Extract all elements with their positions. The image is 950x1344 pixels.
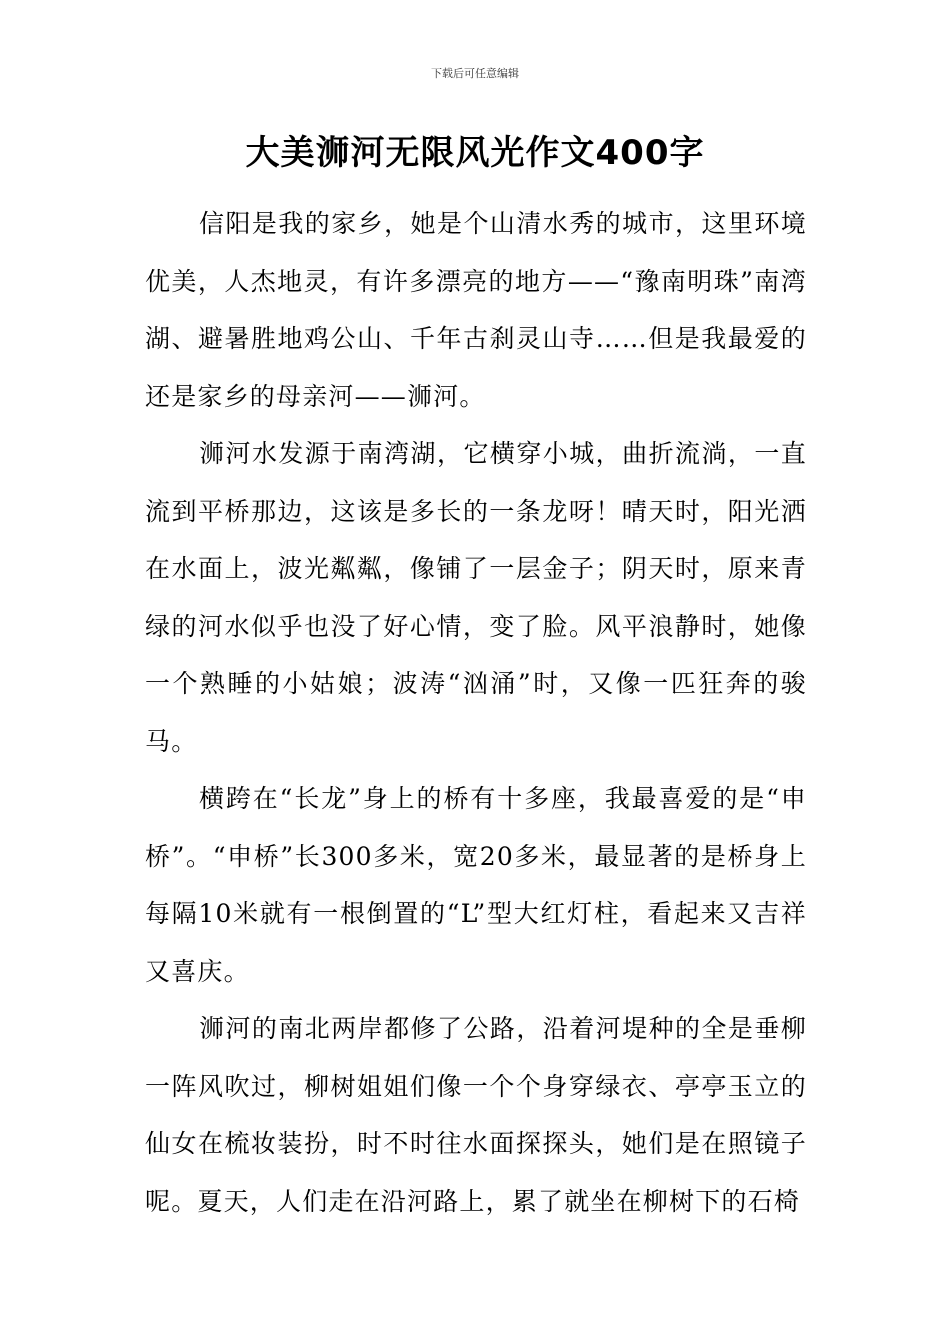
paragraph-2: 浉河水发源于南湾湖，它横穿小城，曲折流淌，一直流到平桥那边，这该是多长的一条龙呀！晴天时，阳光洒在水面上，波光粼粼，像铺了一层金子；阴天时，原来青绿的河水似乎也没了好心情，变了脸。风平浪静时，她像一个熟睡的小姑娘；波涛“汹涌”时，又像一匹狂奔的骏马。: [145, 439, 807, 756]
paragraph-1: 信阳是我的家乡，她是个山清水秀的城市，这里环境优美，人杰地灵，有许多漂亮的地方——“豫南明珠”南湾湖、避暑胜地鸡公山、千年古刹灵山寺……但是我最爱的还是家乡的母亲河——浉河。: [145, 209, 807, 411]
essay-body: [145, 195, 807, 1230]
header-note: 下载后可任意编辑: [431, 67, 519, 80]
paragraph-4: 浉河的南北两岸都修了公路，沿着河堤种的全是垂柳一阵风吹过，柳树姐姐们像一个个身穿绿衣、亭亭玉立的仙女在梳妆装扮，时不时往水面探探头，她们是在照镜子呢。夏天，人们走在沿河路上，累了就坐在柳树下的石椅: [145, 1014, 807, 1216]
page-title: 大美浉河无限风光作文400字: [245, 133, 705, 173]
paragraph-3: 横跨在“长龙”身上的桥有十多座，我最喜爱的是“申桥”。“申桥”长300多米，宽20多米，最显著的是桥身上每隔10米就有一根倒置的“L”型大红灯柱，看起来又吉祥又喜庆。: [145, 784, 807, 986]
